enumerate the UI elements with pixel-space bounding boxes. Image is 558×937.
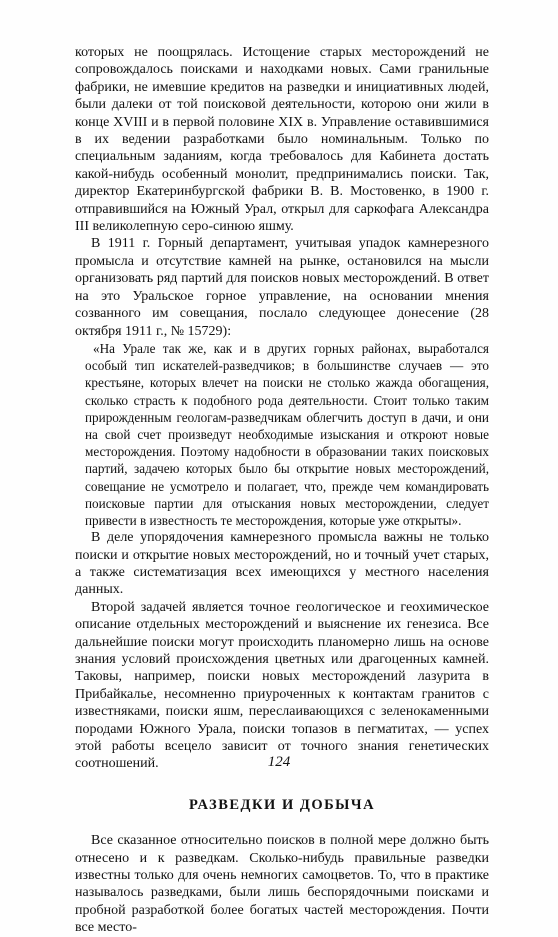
page-number: 124: [267, 754, 291, 770]
paragraph-ordering: В деле упорядочения камнерезного промысла важны не только поиски и открытие новых месторождений, но и точный учет старых, а также систематизация всех имеющихся у местного населения данных.: [75, 530, 489, 598]
paragraph-second-task: Второй задачей является точное геологическое и геохимическое описание отдельных месторождений и выяснение их генезиса. Все дальнейшие поиски могут происходить планомерно лишь на основе знания условий происхождения цветных или драгоценных камней. Таковы, например, поиски новых месторождений лазурита в Прибайкалье, несомненно приуроченных к контактам гранитов с известняками, поиски яшм, переслаивающихся с зеленокаменными породами Южного Урала, поиски топазов в пегматитах, — успех этой работы всецело зависит от точного знания генетических соотношений.: [75, 599, 489, 772]
paragraph-continuation: которых не поощрялась. Истощение старых месторождений не сопровождалось поисками и находками новых. Сами гранильные фабрики, не имевшие кредитов на разведки и инициативных людей, были далеки от той поисковой деятельности, которою они жили в конце XVIII и в первой половине XIX в. Управление оставившимися в их ведении разработками было номинальным. Только по специальным заданиям, когда требовалось для Кабинета достать какой-нибудь особенный монолит, предпринимались поиски. Так, директор Екатеринбургской фабрики В. В. Мостовенко, в 1900 г. отправившийся на Южный Урал, открыл для саркофага Александра III великолепную серо-синюю яшму.: [75, 45, 489, 235]
quoted-report: «На Урале так же, как и в других горных районах, выработался особый тип искателей-разведчиков; в большинстве случаев — это крестьяне, которых влечет на поиски не столько жажда обогащения, сколько страсть к подобного рода деятельности. Стоит только таким прирожденным геологам-разведчикам облегчить доступ в дачи, и они на свой счет произведут необходимые изыскания и откроют новые месторождения. Поэтому надобности в образовании таких поисковых партий, задачею которых было бы открытие новых месторождений, совещание не усмотрело и полагает, что, прежде чем командировать поисковые партии для отыскания новых месторождении, следует привести в известность те месторождения, которые уже открыты».: [85, 340, 489, 528]
page-body: [75, 44, 489, 937]
section-heading: РАЗВЕДКИ И ДОБЫЧА: [188, 796, 376, 813]
paragraph-1911: В 1911 г. Горный департамент, учитывая упадок камнерезного промысла и отсутствие камней на рынке, остановился на мысли организовать ряд партий для поисков новых месторождений. В ответ на это Уральское горное управление, на основании мнения созванного им совещания, послало следующее донесение (28 октября 1911 г., № 15729):: [75, 236, 489, 339]
paragraph-exploration: Все сказанное относительно поисков в полной мере должно быть отнесено и к разведкам. Сколько-нибудь правильные разведки известны только для очень немногих самоцветов. То, что в практике называлось разведками, были лишь беспорядочными поисками и пробной разработкой более богатых частей месторождения. Почти все место-: [75, 833, 489, 936]
